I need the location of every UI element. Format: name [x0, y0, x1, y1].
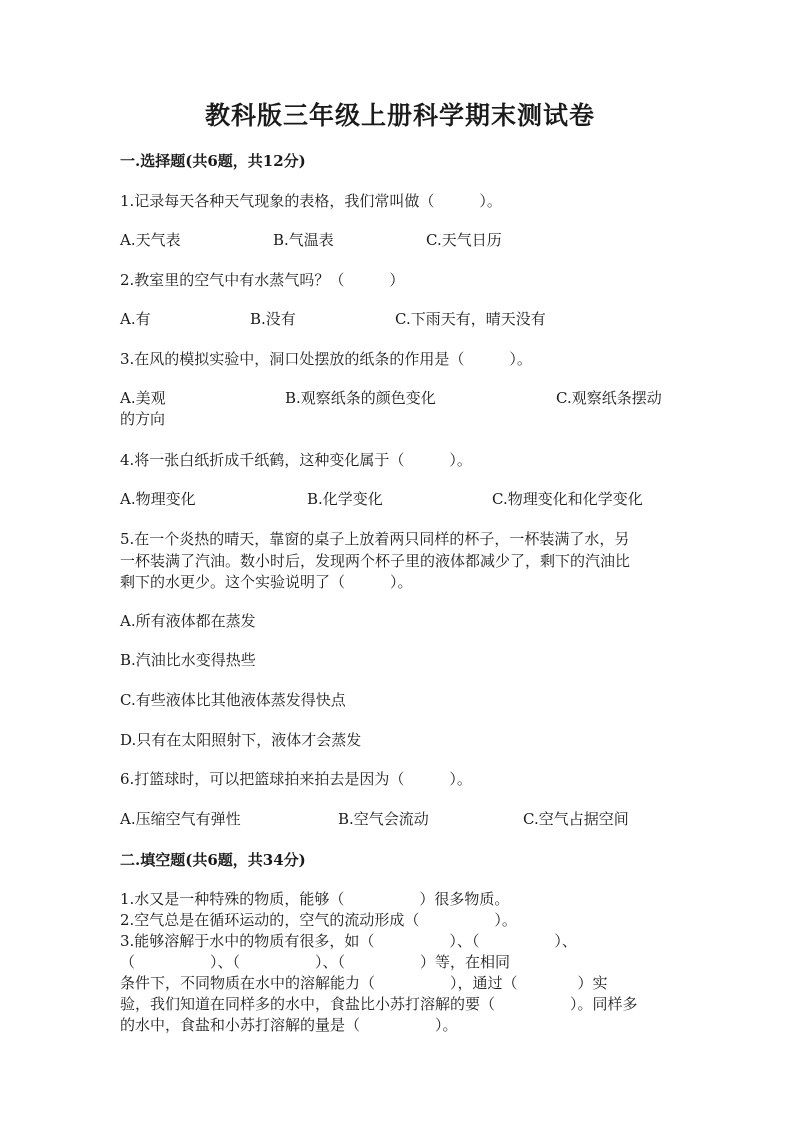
fill-in-line: 验，我们知道在同样多的水中，食盐比小苏打溶解的要（ ）。同样多 [120, 995, 638, 1013]
question-2-option-c: C.下雨天有，晴天没有 [395, 310, 546, 328]
question-3-option-a: A.美观 [120, 389, 166, 407]
question-6-option-a: A.压缩空气有弹性 [120, 810, 241, 828]
question-1-option-b: B.气温表 [273, 231, 334, 249]
question-4-stem: 4.将一张白纸折成千纸鹤，这种变化属于（ ）。 [120, 451, 472, 469]
question-5-option-c: C.有些液体比其他液体蒸发得快点 [120, 691, 346, 709]
fill-in-line: 条件下，不同物质在水中的溶解能力（ ），通过（ ）实 [120, 974, 608, 992]
question-3-option-c-wrap: 的方向 [120, 410, 166, 428]
question-4-option-b: B.化学变化 [307, 490, 383, 508]
question-3-option-b: B.观察纸条的颜色变化 [285, 389, 436, 407]
question-6-stem: 6.打篮球时，可以把篮球拍来拍去是因为（ ）。 [120, 770, 472, 788]
question-5-stem-line-1: 5.在一个炎热的晴天，靠窗的桌子上放着两只同样的杯子，一杯装满了水，另 [120, 530, 630, 548]
question-1-option-c: C.天气日历 [426, 231, 502, 249]
question-1-option-a: A.天气表 [120, 231, 181, 249]
section-heading-fill-in: 二.填空题(共6题，共34分) [120, 851, 306, 869]
fill-in-line: 的水中，食盐和小苏打溶解的量是（ ）。 [120, 1016, 458, 1034]
question-1-stem: 1.记录每天各种天气现象的表格，我们常叫做（ ）。 [120, 192, 502, 210]
question-2-option-b: B.没有 [250, 310, 296, 328]
question-2-stem: 2.教室里的空气中有水蒸气吗？（ ） [120, 271, 405, 289]
page-title: 教科版三年级上册科学期末测试卷 [204, 101, 595, 130]
question-2-option-a: A.有 [120, 310, 151, 328]
fill-in-line: 1.水又是一种特殊的物质，能够（ ）很多物质。 [120, 890, 510, 908]
fill-in-line: （ ）、（ ）、（ ）等，在相同 [120, 953, 511, 971]
question-4-option-a: A.物理变化 [120, 490, 196, 508]
question-5-option-a: A.所有液体都在蒸发 [120, 612, 256, 630]
question-3-option-c: C.观察纸条摆动 [556, 389, 662, 407]
question-5-option-b: B.汽油比水变得热些 [120, 651, 256, 669]
fill-in-line: 3.能够溶解于水中的物质有很多，如（ ）、（ ）、 [120, 932, 577, 950]
question-4-option-c: C.物理变化和化学变化 [492, 490, 643, 508]
question-5-stem-line-3: 剩下的水更少。这个实验说明了（ ）。 [120, 573, 413, 591]
fill-in-line: 2.空气总是在循环运动的，空气的流动形成（ ）。 [120, 911, 517, 929]
question-3-stem: 3.在风的模拟实验中，洞口处摆放的纸条的作用是（ ）。 [120, 350, 532, 368]
question-5-option-d: D.只有在太阳照射下，液体才会蒸发 [120, 731, 362, 749]
question-5-stem-line-2: 一杯装满了汽油。数小时后，发现两个杯子里的液体都减少了，剩下的汽油比 [120, 552, 631, 570]
section-heading-choice: 一.选择题(共6题，共12分) [120, 152, 306, 170]
question-6-option-c: C.空气占据空间 [523, 810, 629, 828]
question-6-option-b: B.空气会流动 [338, 810, 429, 828]
